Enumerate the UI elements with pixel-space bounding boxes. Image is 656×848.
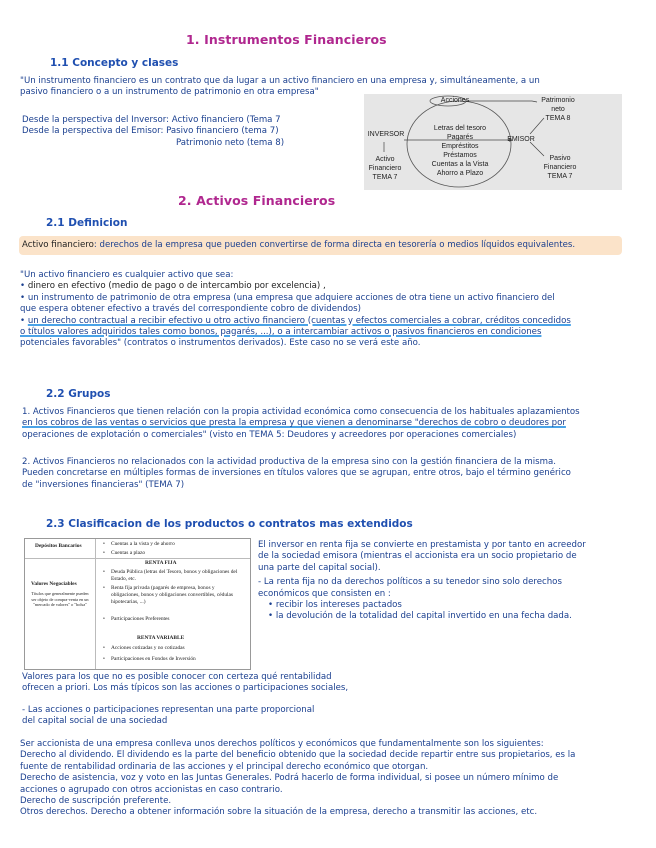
- table-cell: Renta fija privada (pagarés de empresa, bonos y obligaciones, bonos y obligaciones convertibles, cédulas hipotecarias, ...): [111, 585, 234, 606]
- definition-term: Activo financiero: [22, 240, 94, 250]
- text-line: - La renta fija no da derechos políticos a su tenedor sino solo derechos: [258, 577, 562, 588]
- bullet-text: un derecho contractual a recibir efectivo u otro activo financiero (cuentas y efectos comerciales a cobrar, créditos concedidos: [27, 315, 571, 326]
- table-row: [111, 616, 241, 623]
- diagram-patrimonio: [536, 96, 580, 123]
- subsection-1-1-title: 1.1 Concepto y clases: [50, 57, 179, 69]
- table-negotiable-note: Títulos que generalmente pueden ser objeto de compra-venta en un "mercado de valores" o "bolsa": [31, 591, 89, 607]
- table-cell: Participaciones en Fondos de Inversión: [111, 656, 196, 662]
- diagram-activo: [368, 155, 402, 182]
- text-line: Otros derechos. Derecho a obtener información sobre la situación de la empresa, derecho a transmitir las acciones, etc.: [20, 807, 538, 818]
- asset-bullet-3: • un derecho contractual a recibir efectivo u otro activo financiero (cuentas y efectos comerciales a cobrar, créditos concedidos: [20, 315, 571, 326]
- text-line: una parte del capital social).: [258, 562, 381, 573]
- definition-text: : derechos de la empresa que pueden convertirse de forma directa en tesorería o medios líquidos equivalentes.: [93, 240, 576, 250]
- table-negotiable-label: Valores Negociables: [31, 581, 77, 587]
- diagram-inversor: INVERSOR: [367, 131, 405, 138]
- shareholder-rights: [20, 739, 640, 819]
- diagram-item: Cuentas a la Vista: [431, 161, 489, 168]
- bullet-text: un instrumento de patrimonio de otra empresa (una empresa que adquiere acciones de otra tiene un activo financiero del: [27, 292, 555, 303]
- table-row: [111, 585, 241, 607]
- table-cell: Acciones cotizadas y no cotizadas: [111, 645, 185, 651]
- diagram-acciones: Acciones: [440, 97, 470, 104]
- asset-bullet-3-cont: o títulos valores adquiridos tales como bonos, pagarés, ...), o a intercambiar activos o pasivos financieros en condiciones: [20, 327, 542, 338]
- text-line: - Las acciones o participaciones representan una parte proporcional: [22, 705, 315, 715]
- instruments-diagram: [364, 94, 622, 190]
- shares-text: [22, 705, 422, 728]
- list-item: • la devolución de la totalidad del capital invertido en una fecha dada.: [268, 611, 572, 622]
- subsection-2-2-title: 2.2 Grupos: [46, 388, 111, 400]
- table-cell: Cuentas a plazo: [111, 550, 146, 556]
- group-1-line: en los cobros de las ventas o servicios que presta la empresa y que vienen a denominarse "derechos de cobro o deudores por: [22, 418, 566, 429]
- section-2-title: 2. Activos Financieros: [178, 193, 336, 208]
- diagram-item: Patrimonio: [541, 97, 575, 104]
- diagram-center-list: [418, 124, 502, 178]
- text-line: del capital social de una sociedad: [22, 716, 168, 727]
- diagram-item: TEMA 7: [372, 174, 398, 181]
- text-line: acciones o agrupado con otros accionistas en caso contrario.: [20, 784, 283, 795]
- quote-line-2: pasivo financiero o a un instrumento de patrimonio en otra empresa": [20, 87, 319, 98]
- diagram-pasivo: [538, 154, 582, 181]
- list-item-text: la devolución de la totalidad del capital invertido en una fecha dada.: [275, 611, 572, 622]
- group-2: [22, 457, 637, 491]
- table-deposits-label: Depósitos Bancarios: [35, 543, 82, 549]
- section-1-title: 1. Instrumentos Financieros: [186, 32, 387, 47]
- subsection-2-3-title: 2.3 Clasificacion de los productos o contratos mas extendidos: [46, 518, 413, 530]
- table-cell: Participaciones Preferentes: [111, 616, 170, 622]
- text-line: Derecho al dividendo. El dividendo es la parte del beneficio obtenido que la sociedad decide repartir entre sus propietarios, es la: [20, 750, 576, 761]
- asset-intro: "Un activo financiero es cualquier activo que sea:: [20, 270, 234, 280]
- bullet-text: dinero en efectivo (medio de pago o de intercambio por excelencia) ,: [27, 281, 326, 292]
- fixed-income-text: [258, 540, 638, 623]
- table-rule: [25, 558, 250, 559]
- asset-bullet-2: • un instrumento de patrimonio de otra empresa (una empresa que adquiere acciones de otra tiene un activo financiero del: [20, 292, 555, 303]
- text-line: El inversor en renta fija se convierte en prestamista y por tanto en acreedor: [258, 540, 586, 550]
- table-cell: Cuentas a la vista y de ahorro: [111, 541, 175, 547]
- group-1-line: 1. Activos Financieros que tienen relación con la propia actividad económica como consecuencia de los habituales aplazamientos: [22, 407, 580, 417]
- text-line: ofrecen a priori. Los más típicos son las acciones o participaciones sociales,: [22, 683, 349, 694]
- asset-list: [20, 270, 640, 350]
- subsection-2-1-title: 2.1 Definicion: [46, 217, 128, 229]
- diagram-item: Empréstitos: [441, 143, 479, 150]
- diagram-item: Financiero: [368, 165, 402, 172]
- asset-bullet-2-cont: que espera obtener efectivo a través del correspondiente cobro de dividendos): [20, 304, 361, 315]
- diagram-item: Letras del tesoro: [433, 125, 487, 132]
- text-line: de la sociedad emisora (mientras el accionista era un socio propietario de: [258, 551, 577, 562]
- diagram-item: TEMA 7: [547, 173, 573, 180]
- group-2-line: Pueden concretarse en múltiples formas de inversiones en títulos valores que se agrupan, entre otros, bajo el término genérico: [22, 468, 571, 479]
- text-line: fuente de rentabilidad ordinaria de las acciones y el principal derecho económico que otorgan.: [20, 761, 429, 772]
- diagram-item: Préstamos: [443, 152, 477, 159]
- table-row: [111, 656, 196, 663]
- table-row: [111, 569, 241, 583]
- diagram-item: Activo: [375, 156, 395, 163]
- asset-bullet-1: • dinero en efectivo (medio de pago o de intercambio por excelencia) ,: [20, 281, 326, 292]
- classification-table: [24, 538, 251, 670]
- asset-bullet-3-end: potenciales favorables" (contratos o instrumentos derivados). Este caso no se verá este año.: [20, 338, 421, 349]
- diagram-item: Financiero: [543, 164, 577, 171]
- perspective-investor: Desde la perspectiva del Inversor: Activo financiero (Tema 7: [22, 115, 281, 125]
- diagram-item: Pasivo: [549, 155, 571, 162]
- table-row: [111, 645, 185, 652]
- list-item-text: recibir los intereses pactados: [275, 600, 402, 611]
- table-row: [111, 550, 145, 557]
- diagram-item: neto: [551, 106, 565, 113]
- group-1: [22, 407, 637, 441]
- list-item: • recibir los intereses pactados: [268, 600, 402, 611]
- text-line: Ser accionista de una empresa conlleva unos derechos políticos y económicos que fundamentalmente son los siguientes:: [20, 739, 544, 749]
- text-line: Derecho de asistencia, voz y voto en las Juntas Generales. Podrá hacerlo de forma individual, si posee un número mínimo de: [20, 773, 559, 784]
- table-fixed-income-head: RENTA FIJA: [145, 560, 177, 566]
- definition-highlight: [19, 236, 622, 255]
- group-2-line: 2. Activos Financieros no relacionados con la actividad productiva de la empresa sino con la gestión financiera de la misma.: [22, 457, 557, 467]
- table-variable-income-head: RENTA VARIABLE: [137, 635, 185, 641]
- perspective-issuer: Desde la perspectiva del Emisor: Pasivo financiero (tema 7): [22, 126, 279, 136]
- text-line: Derecho de suscripción preferente.: [20, 796, 172, 807]
- perspective-equity: Patrimonio neto (tema 8): [176, 138, 285, 148]
- table-row: [111, 541, 175, 548]
- diagram-emisor: EMISOR: [507, 136, 535, 143]
- diagram-item: Pagarés: [446, 134, 474, 141]
- text-line: económicos que consisten en :: [258, 588, 391, 599]
- diagram-item: TEMA 8: [545, 115, 571, 122]
- table-cell: Deuda Pública (letras del Tesoro, bonos y obligaciones del Estado, etc.: [111, 569, 238, 583]
- quote-line-1: "Un instrumento financiero es un contrato que da lugar a un activo financiero en una empresa y, simultáneamente, a un: [20, 76, 540, 86]
- diagram-item: Ahorro a Plazo: [436, 170, 484, 177]
- group-2-line: de "inversiones financieras" (TEMA 7): [22, 479, 185, 490]
- variable-income-text: [22, 672, 422, 695]
- text-line: Valores para los que no es posible conocer con certeza qué rentabilidad: [22, 672, 332, 682]
- group-1-line: operaciones de explotación o comerciales" (visto en TEMA 5: Deudores y acreedores por operaciones comerciales): [22, 429, 517, 440]
